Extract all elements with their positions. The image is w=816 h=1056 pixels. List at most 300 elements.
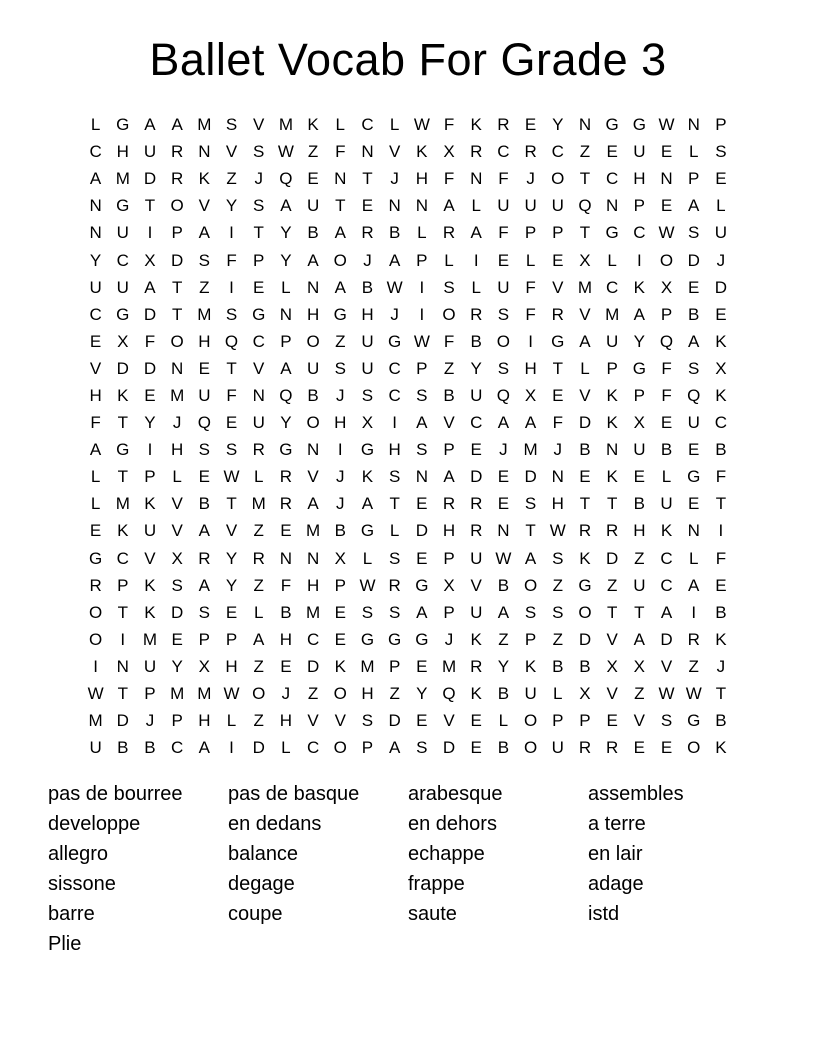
grid-cell: W [658, 115, 675, 135]
grid-cell: H [225, 656, 238, 676]
grid-cell: A [497, 602, 510, 622]
grid-cell: K [361, 467, 374, 487]
grid-cell: T [226, 494, 237, 514]
grid-cell: D [143, 169, 157, 189]
grid-cell: I [147, 440, 153, 460]
grid-cell: S [225, 115, 238, 135]
grid-cell: K [470, 115, 482, 135]
grid-cell: Z [579, 142, 591, 162]
grid-cell: N [606, 196, 619, 216]
grid-cell: O [170, 331, 184, 351]
grid-cell: U [89, 738, 102, 758]
grid-cell: S [361, 711, 374, 731]
grid-cell: G [279, 440, 293, 460]
word-list-item: pas de basque [228, 783, 360, 805]
grid-cell: N [578, 115, 592, 135]
grid-cell: D [660, 629, 673, 649]
grid-cell: D [116, 711, 129, 731]
grid-cell: E [606, 142, 618, 162]
grid-cell: S [225, 304, 238, 324]
grid-cell: E [688, 440, 700, 460]
grid-cell: E [416, 656, 428, 676]
grid-cell: R [470, 521, 483, 541]
grid-cell: Z [307, 142, 319, 162]
grid-cell: V [470, 575, 482, 595]
grid-cell: A [144, 277, 156, 297]
word-list-item: pas de bourree [48, 783, 183, 805]
grid-cell: S [198, 250, 211, 270]
grid-cell: E [606, 711, 618, 731]
grid-cell: T [253, 223, 264, 243]
grid-cell: X [606, 656, 618, 676]
grid-cell: I [392, 413, 398, 433]
grid-cell: Z [688, 656, 699, 676]
grid-cell: N [89, 196, 102, 216]
grid-cell: Z [253, 711, 264, 731]
grid-cell: R [198, 548, 211, 568]
grid-cell: J [336, 467, 345, 487]
grid-cell: O [687, 738, 701, 758]
grid-cell: V [552, 277, 564, 297]
grid-cell: N [279, 304, 293, 324]
grid-cell: Q [224, 331, 239, 351]
grid-cell: D [143, 304, 157, 324]
grid-cell: P [443, 440, 455, 460]
grid-cell: D [116, 358, 129, 378]
grid-cell: Y [416, 684, 428, 704]
grid-cell: S [388, 467, 401, 487]
grid-cell: A [688, 196, 700, 216]
grid-cell: R [687, 629, 700, 649]
grid-cell: B [633, 494, 646, 514]
grid-cell: W [87, 684, 104, 704]
grid-cell: R [470, 494, 483, 514]
grid-cell: A [524, 413, 537, 433]
grid-cell: U [714, 223, 728, 243]
grid-cell: L [525, 250, 536, 270]
grid-cell: R [279, 494, 293, 514]
grid-cell: L [553, 684, 563, 704]
grid-cell: S [524, 494, 537, 514]
grid-cell: U [524, 684, 537, 704]
grid-cell: R [171, 142, 184, 162]
grid-cell: R [89, 575, 102, 595]
grid-cell: V [225, 521, 238, 541]
grid-cell: N [687, 521, 700, 541]
grid-cell: K [606, 413, 618, 433]
grid-cell: H [551, 494, 564, 514]
grid-cell: N [470, 169, 483, 189]
grid-cell: S [688, 223, 700, 243]
grid-cell: A [198, 575, 211, 595]
grid-cell: G [632, 358, 646, 378]
grid-cell: G [388, 629, 402, 649]
grid-cell: L [688, 548, 699, 568]
grid-cell: K [633, 277, 646, 297]
grid-cell: N [198, 142, 211, 162]
grid-cell: C [660, 548, 673, 568]
grid-cell: B [715, 602, 727, 622]
grid-cell: B [117, 738, 129, 758]
grid-cell: A [660, 602, 673, 622]
grid-cell: F [661, 385, 672, 405]
word-list-item: barre [48, 902, 95, 925]
grid-cell: Y [225, 196, 238, 216]
grid-cell: X [633, 656, 646, 676]
grid-cell: P [524, 629, 537, 649]
grid-cell: K [715, 738, 727, 758]
grid-cell: D [687, 250, 700, 270]
grid-cell: U [116, 223, 129, 243]
grid-cell: E [280, 656, 292, 676]
grid-cell: N [171, 358, 184, 378]
grid-cell: R [252, 548, 265, 568]
grid-cell: S [361, 385, 374, 405]
grid-cell: G [551, 331, 565, 351]
grid-cell: T [117, 413, 128, 433]
grid-cell: S [361, 602, 374, 622]
grid-cell: V [443, 711, 455, 731]
grid-cell: P [524, 223, 537, 243]
grid-cell: R [497, 115, 510, 135]
grid-cell: F [226, 250, 237, 270]
grid-cell: D [606, 548, 619, 568]
grid-cell: L [253, 467, 264, 487]
grid-cell: I [691, 602, 697, 622]
grid-cell: B [198, 494, 211, 514]
grid-cell: H [361, 684, 374, 704]
grid-cell: T [579, 169, 591, 189]
grid-cell: L [90, 494, 101, 514]
grid-cell: Z [552, 629, 563, 649]
grid-cell: V [253, 115, 265, 135]
grid-cell: B [497, 684, 510, 704]
grid-cell: P [117, 575, 129, 595]
grid-cell: J [281, 684, 291, 704]
grid-cell: C [633, 223, 646, 243]
word-list [48, 780, 788, 959]
grid-cell: P [660, 304, 673, 324]
grid-cell: D [306, 656, 320, 676]
grid-cell: J [363, 250, 372, 270]
grid-cell: J [716, 656, 726, 676]
grid-cell: J [336, 494, 345, 514]
grid-cell: A [443, 467, 455, 487]
grid-cell: V [198, 196, 211, 216]
grid-cell: B [144, 738, 156, 758]
grid-cell: B [280, 602, 292, 622]
grid-cell: B [388, 223, 401, 243]
grid-cell: Q [442, 684, 456, 704]
grid-cell: S [552, 602, 564, 622]
grid-cell: A [89, 440, 102, 460]
grid-cell: A [198, 223, 211, 243]
grid-cell: H [306, 575, 320, 595]
grid-cell: R [171, 169, 184, 189]
grid-cell: W [658, 684, 675, 704]
grid-cell: E [198, 358, 211, 378]
grid-cell: T [117, 602, 128, 622]
grid-cell: S [334, 358, 346, 378]
grid-cell: Q [687, 385, 701, 405]
grid-cell: G [605, 223, 619, 243]
grid-cell: R [606, 738, 619, 758]
grid-cell: B [579, 656, 591, 676]
grid-cell: K [715, 385, 727, 405]
grid-cell: L [389, 521, 400, 541]
grid-cell: N [116, 656, 129, 676]
grid-cell: J [499, 440, 508, 460]
grid-cell: X [443, 575, 455, 595]
grid-cell: R [551, 304, 564, 324]
grid-cell: F [335, 142, 346, 162]
word-list-item: frappe [408, 872, 465, 895]
grid-cell: I [147, 223, 153, 243]
grid-cell: T [552, 358, 563, 378]
grid-cell: L [281, 277, 291, 297]
grid-cell: D [171, 250, 184, 270]
grid-cell: E [524, 115, 537, 135]
grid-cell: N [306, 440, 320, 460]
grid-cell: A [280, 358, 292, 378]
grid-cell: K [144, 494, 156, 514]
grid-cell: K [715, 629, 727, 649]
grid-cell: F [144, 331, 156, 351]
word-list-column [48, 780, 228, 959]
grid-cell: E [89, 331, 102, 351]
grid-cell: E [660, 413, 673, 433]
grid-cell: V [579, 304, 591, 324]
grid-cell: C [660, 575, 673, 595]
grid-cell: U [143, 142, 157, 162]
grid-cell: I [229, 223, 234, 243]
grid-cell: B [579, 440, 591, 460]
grid-cell: U [89, 277, 102, 297]
grid-cell: M [577, 277, 593, 297]
grid-cell: B [307, 385, 319, 405]
grid-cell: O [523, 575, 538, 595]
grid-cell: A [633, 304, 646, 324]
grid-cell: A [388, 738, 401, 758]
grid-cell: U [497, 277, 510, 297]
grid-cell: Z [253, 575, 264, 595]
grid-cell: S [198, 440, 211, 460]
grid-cell: M [197, 684, 212, 704]
grid-cell: M [306, 521, 321, 541]
grid-cell: S [225, 440, 238, 460]
grid-cell: E [361, 196, 374, 216]
grid-cell: S [416, 738, 428, 758]
grid-cell: P [606, 358, 618, 378]
grid-cell: P [334, 575, 346, 595]
grid-cell: C [171, 738, 184, 758]
grid-cell: E [307, 169, 319, 189]
grid-cell: P [552, 223, 564, 243]
grid-cell: S [416, 440, 428, 460]
grid-cell: C [361, 115, 374, 135]
grid-cell: Q [279, 169, 293, 189]
grid-cell: E [715, 169, 727, 189]
word-list-item: allegro [48, 842, 109, 865]
grid-cell: X [524, 385, 537, 405]
grid-cell: T [226, 358, 237, 378]
grid-cell: C [388, 358, 401, 378]
grid-cell: O [659, 250, 674, 270]
grid-cell: O [442, 304, 456, 324]
grid-cell: V [660, 656, 673, 676]
grid-cell: G [415, 575, 429, 595]
grid-cell: A [443, 196, 455, 216]
grid-cell: E [552, 250, 564, 270]
grid-cell: C [252, 331, 265, 351]
grid-cell: Z [443, 358, 455, 378]
grid-cell: L [90, 115, 101, 135]
grid-cell: I [718, 521, 724, 541]
grid-cell: N [551, 467, 564, 487]
grid-cell: X [660, 277, 673, 297]
grid-cell: Z [552, 575, 563, 595]
grid-cell: A [198, 738, 211, 758]
grid-cell: G [687, 711, 701, 731]
word-list-item: coupe [228, 902, 283, 925]
grid-cell: S [253, 196, 265, 216]
grid-cell: L [172, 467, 182, 487]
grid-cell: K [334, 656, 346, 676]
grid-cell: P [633, 385, 646, 405]
grid-cell: H [89, 385, 102, 405]
grid-cell: I [419, 277, 425, 297]
grid-cell: U [551, 196, 564, 216]
grid-cell: R [442, 494, 456, 514]
grid-cell: D [388, 711, 401, 731]
grid-cell: K [198, 169, 211, 189]
grid-cell: K [579, 548, 591, 568]
grid-cell: M [278, 115, 293, 135]
grid-cell: P [688, 169, 700, 189]
grid-cell: M [360, 656, 375, 676]
grid-cell: S [253, 142, 265, 162]
grid-cell: B [660, 440, 673, 460]
grid-cell: T [634, 602, 645, 622]
grid-cell: A [334, 277, 346, 297]
grid-cell: T [525, 521, 536, 541]
grid-cell: U [143, 521, 157, 541]
grid-cell: U [306, 358, 320, 378]
grid-cell: E [225, 602, 238, 622]
puzzle-title: Ballet Vocab For Grade 3 [149, 34, 667, 85]
grid-cell: E [416, 494, 428, 514]
grid-cell: Q [496, 385, 511, 405]
grid-cell: H [415, 169, 428, 189]
grid-cell: I [473, 250, 479, 270]
grid-cell: T [171, 304, 183, 324]
grid-cell: K [606, 467, 618, 487]
grid-cell: E [715, 304, 727, 324]
grid-cell: M [115, 169, 130, 189]
grid-cell: Y [225, 575, 238, 595]
grid-cell: K [117, 385, 129, 405]
grid-cell: D [714, 277, 728, 297]
grid-cell: Z [634, 684, 645, 704]
grid-cell: Z [634, 548, 645, 568]
word-list-item: en dehors [408, 812, 497, 835]
grid-cell: G [632, 115, 646, 135]
grid-cell: S [524, 602, 537, 622]
grid-cell: K [144, 575, 156, 595]
grid-cell: E [633, 467, 646, 487]
grid-cell: W [413, 115, 430, 135]
grid-cell: J [145, 711, 155, 731]
grid-cell: U [470, 602, 483, 622]
grid-cell: H [279, 629, 293, 649]
grid-cell: H [361, 304, 374, 324]
grid-cell: D [442, 738, 456, 758]
grid-cell: Z [253, 521, 264, 541]
grid-cell: F [498, 169, 509, 189]
grid-cell: F [498, 223, 509, 243]
grid-cell: B [470, 331, 482, 351]
grid-cell: O [306, 331, 320, 351]
grid-cell: E [470, 711, 482, 731]
grid-cell: U [116, 277, 129, 297]
grid-cell: E [334, 629, 346, 649]
grid-cell: G [360, 521, 375, 541]
grid-cell: E [688, 494, 700, 514]
grid-cell: V [144, 548, 156, 568]
grid-cell: U [524, 196, 537, 216]
word-list-column [408, 780, 588, 930]
grid-cell: V [171, 521, 183, 541]
grid-cell: D [171, 602, 184, 622]
grid-cell: P [225, 629, 238, 649]
grid-cell: X [443, 142, 455, 162]
grid-cell: U [633, 142, 646, 162]
grid-cell: A [334, 223, 346, 243]
grid-cell: A [688, 575, 700, 595]
grid-cell: X [361, 413, 374, 433]
grid-cell: F [661, 358, 672, 378]
grid-cell: M [197, 304, 212, 324]
grid-cell: V [633, 711, 646, 731]
grid-cell: B [334, 521, 346, 541]
grid-cell: G [116, 304, 130, 324]
grid-cell: G [116, 440, 130, 460]
grid-cell: V [307, 467, 319, 487]
grid-cell: Y [89, 250, 102, 270]
grid-cell: F [715, 467, 727, 487]
grid-cell: J [336, 385, 345, 405]
grid-cell: R [470, 304, 483, 324]
grid-cell: E [416, 711, 428, 731]
word-list-item: balance [228, 842, 299, 865]
grid-cell: G [388, 331, 402, 351]
grid-cell: O [333, 250, 347, 270]
grid-cell: H [306, 304, 320, 324]
grid-cell: J [526, 169, 535, 189]
grid-cell: H [633, 169, 646, 189]
grid-cell: G [415, 629, 429, 649]
grid-cell: A [144, 115, 156, 135]
grid-cell: B [307, 223, 319, 243]
grid-cell: G [116, 196, 130, 216]
grid-cell: A [307, 250, 319, 270]
grid-cell: B [688, 304, 700, 324]
grid-cell: M [115, 494, 130, 514]
grid-cell: T [117, 684, 128, 704]
grid-cell: R [388, 575, 401, 595]
grid-cell: H [633, 521, 646, 541]
grid-cell: N [334, 169, 347, 189]
